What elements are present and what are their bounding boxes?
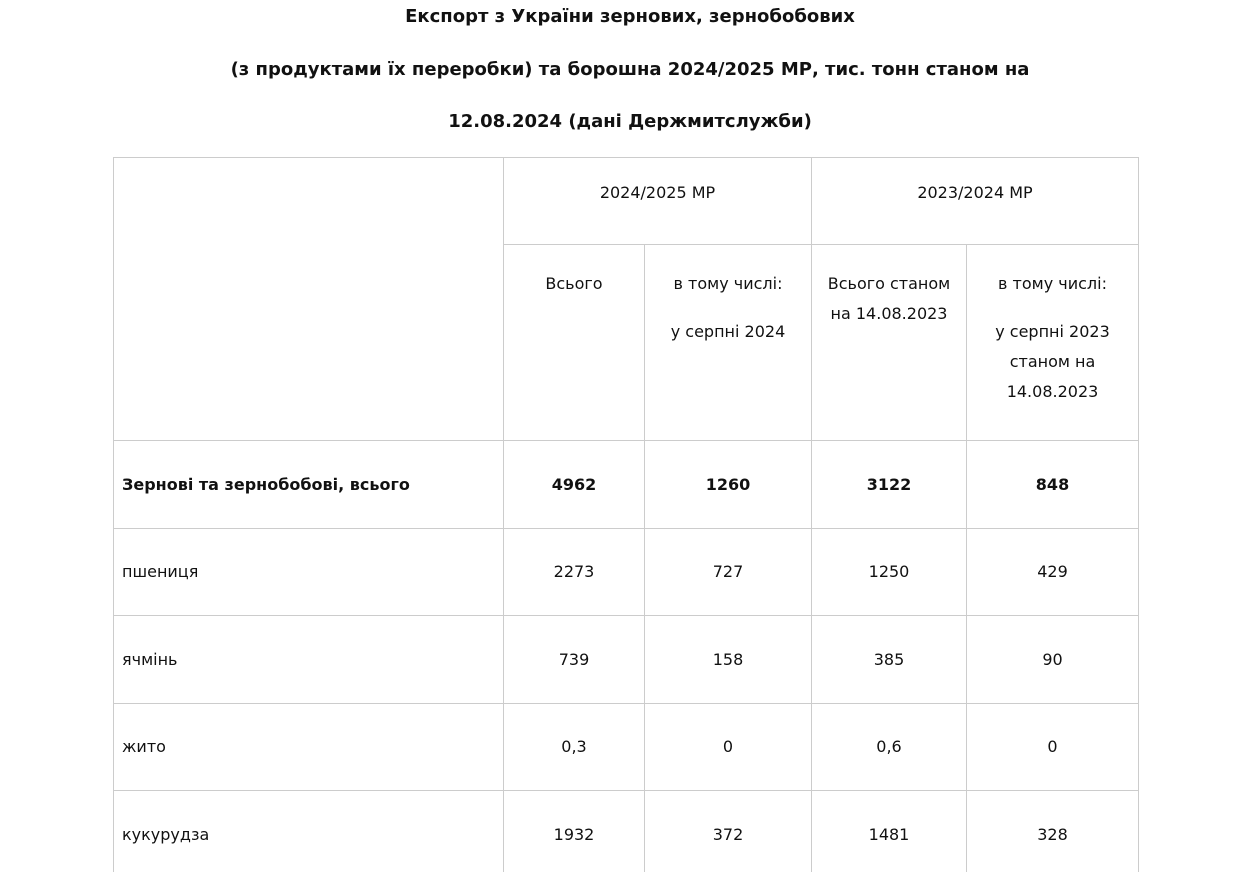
table-row-wheat [114, 528, 1139, 616]
cell-total-2023: 385 [812, 616, 967, 704]
header-august-2023 [967, 245, 1139, 441]
cell-august-2024: 727 [645, 528, 812, 616]
header-empty-cell [114, 158, 504, 441]
cell-total-2024: 4962 [504, 441, 645, 529]
export-table [113, 157, 1139, 872]
table-row-rye [114, 703, 1139, 791]
cell-total-2024: 2273 [504, 528, 645, 616]
header-period-2024: 2024/2025 МР [504, 158, 812, 245]
row-label: ячмінь [114, 616, 504, 704]
header-august-2024 [645, 245, 812, 441]
row-label: Зернові та зернобобові, всього [114, 441, 504, 529]
cell-total-2024: 0,3 [504, 703, 645, 791]
header-august-2024-b: у серпні 2024 [670, 322, 786, 341]
cell-august-2023: 0 [967, 703, 1139, 791]
header-august-2023-a: в тому числі: [998, 274, 1107, 293]
cell-total-2024: 739 [504, 616, 645, 704]
cell-total-2023: 3122 [812, 441, 967, 529]
cell-august-2023: 328 [967, 791, 1139, 872]
cell-total-2023: 1481 [812, 791, 967, 872]
cell-august-2023: 90 [967, 616, 1139, 704]
table-row-corn [114, 791, 1139, 872]
table-row-total [114, 441, 1139, 529]
title-line-1: Експорт з України зернових, зернобобових [405, 6, 855, 27]
cell-total-2023: 1250 [812, 528, 967, 616]
row-label: кукурудза [114, 791, 504, 872]
header-period-2023: 2023/2024 МР [812, 158, 1139, 245]
table-row-barley [114, 616, 1139, 704]
cell-total-2023: 0,6 [812, 703, 967, 791]
row-label: жито [114, 703, 504, 791]
header-row-periods [114, 158, 1139, 245]
cell-august-2024: 372 [645, 791, 812, 872]
title-line-2: (з продуктами їх переробки) та борошна 2024/2025 МР, тис. тонн станом на [230, 59, 1030, 80]
header-total-2024-label: Всього [545, 274, 603, 293]
header-total-2023-a: Всього станом [827, 274, 951, 293]
header-total-2023 [812, 245, 967, 441]
title-line-3: 12.08.2024 (дані Держмитслужби) [448, 111, 812, 132]
header-total-2024 [504, 245, 645, 441]
row-label: пшениця [114, 528, 504, 616]
header-august-2023-d: 14.08.2023 [1006, 382, 1099, 401]
header-august-2023-b: у серпні 2023 [995, 322, 1110, 341]
header-total-2023-b: на 14.08.2023 [830, 304, 948, 323]
cell-august-2024: 0 [645, 703, 812, 791]
header-august-2024-a: в тому числі: [673, 274, 783, 293]
cell-august-2024: 158 [645, 616, 812, 704]
header-august-2023-c: станом на [1009, 352, 1096, 371]
cell-total-2024: 1932 [504, 791, 645, 872]
cell-august-2023: 429 [967, 528, 1139, 616]
cell-august-2023: 848 [967, 441, 1139, 529]
cell-august-2024: 1260 [645, 441, 812, 529]
